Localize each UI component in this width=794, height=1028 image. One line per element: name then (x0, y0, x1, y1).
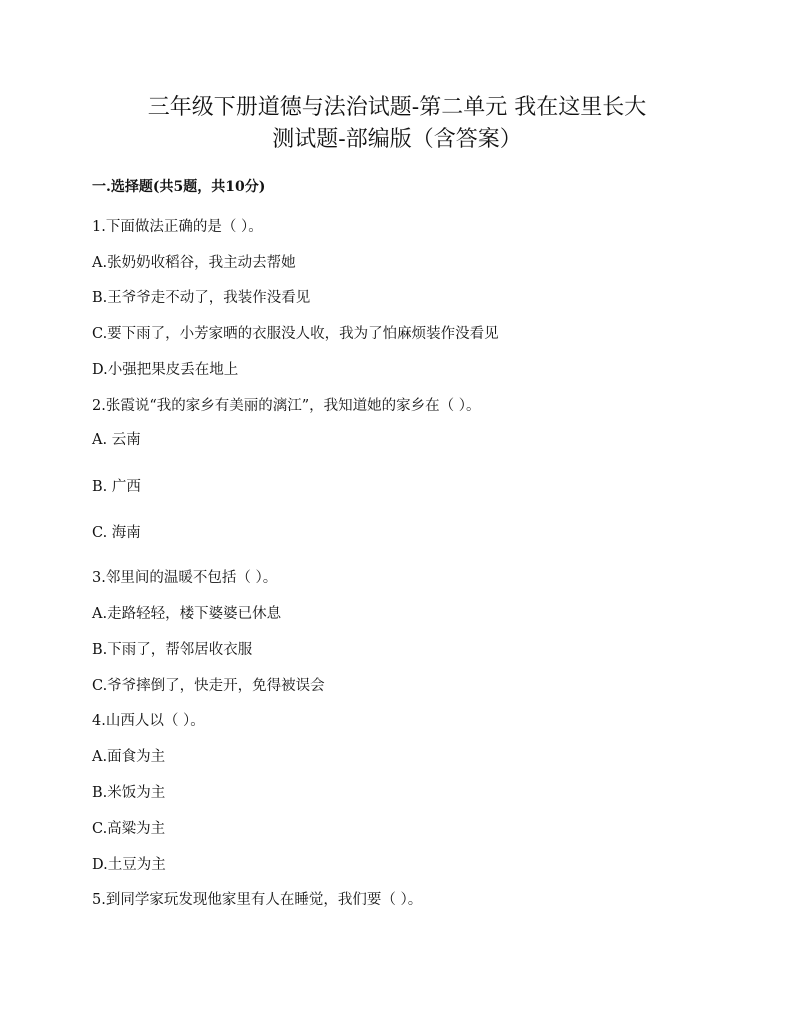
question-2-option-b: B. 广西 (92, 479, 141, 495)
question-1-option-b: B.王爷爷走不动了，我装作没看见 (92, 290, 311, 306)
question-3-option-a: A.走路轻轻，楼下婆婆已休息 (92, 606, 282, 622)
question-1-stem: 1.下面做法正确的是（ ）。 (92, 219, 263, 235)
question-3-option-c: C.爷爷摔倒了，快走开，免得被误会 (92, 678, 325, 694)
question-4-option-a: A.面食为主 (92, 749, 166, 765)
question-4-option-c: C.高粱为主 (92, 821, 166, 837)
question-1-option-d: D.小强把果皮丢在地上 (92, 362, 239, 378)
page-title-line2: 测试题-部编版（含答案） (272, 127, 522, 152)
question-3-stem: 3.邻里间的温暖不包括（ ）。 (92, 570, 278, 586)
question-4-option-b: B.米饭为主 (92, 785, 166, 801)
question-5-stem: 5.到同学家玩发现他家里有人在睡觉，我们要（ ）。 (92, 892, 423, 908)
page-title-line1: 三年级下册道德与法治试题-第二单元 我在这里长大 (147, 95, 647, 120)
question-1-option-c: C.要下雨了，小芳家晒的衣服没人收，我为了怕麻烦装作没看见 (92, 326, 499, 342)
question-2-option-a: A. 云南 (92, 432, 141, 448)
question-4-stem: 4.山西人以（ ）。 (92, 713, 205, 729)
question-2-stem: 2.张霞说“我的家乡有美丽的漓江”，我知道她的家乡在（ ）。 (92, 398, 481, 414)
question-2-option-c: C. 海南 (92, 525, 141, 541)
question-3-option-b: B.下雨了，帮邻居收衣服 (92, 642, 253, 658)
section-heading: 一.选择题(共5题，共10分) (92, 179, 266, 195)
question-1-option-a: A.张奶奶收稻谷，我主动去帮她 (92, 255, 296, 271)
question-4-option-d: D.土豆为主 (92, 857, 166, 873)
